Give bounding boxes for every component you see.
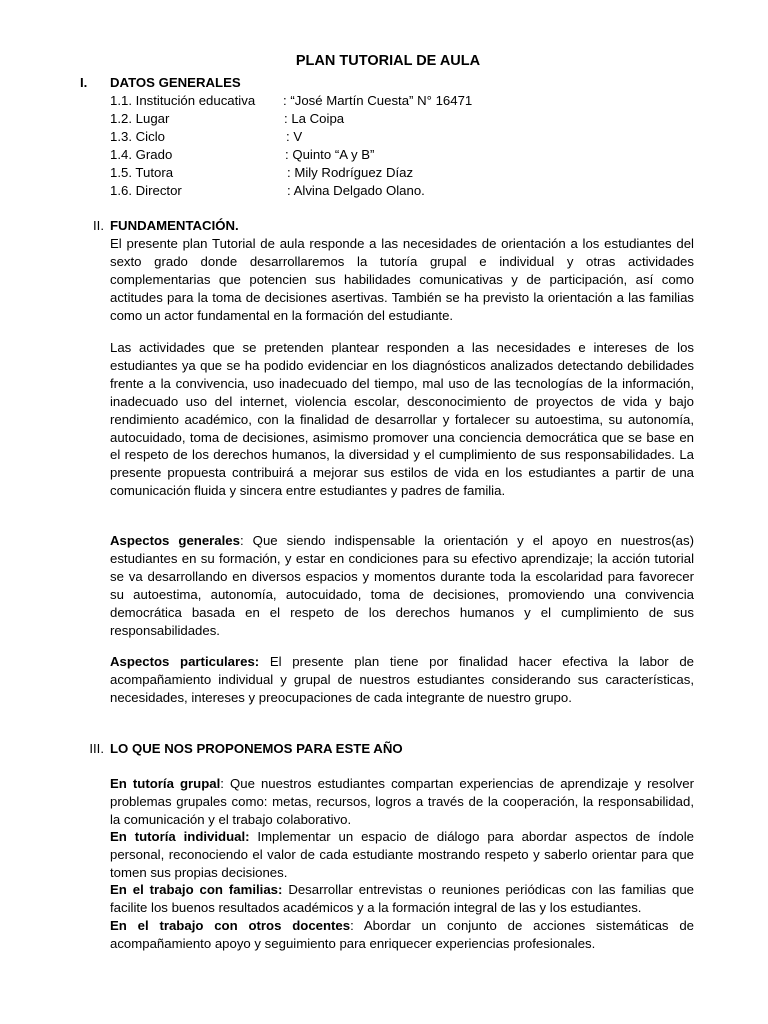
section-number: II. [93,218,104,233]
paragraph: El presente plan Tutorial de aula responde a las necesidades de orientación a los estudiantes del sexto grado donde desarrollaremos la tutoría grupal e individual y otras actividades complementarias que potencien sus habilidades comunicativas y de participación, así como actitudes para la toma de decisiones asertivas. También se ha previsto la orientación a las familias como un actor fundamental en la formación del estudiante. [110,236,694,323]
data-label: 1.4. Grado [110,147,173,162]
data-value: : Alvina Delgado Olano. [287,183,425,198]
section-heading: FUNDAMENTACIÓN. [110,218,239,233]
data-label: 1.5. Tutora [110,165,174,180]
paragraph-text: : Que siendo indispensable la orientación y el apoyo en nuestros(as) estudiantes en su formación, y estar en condiciones para su efectivo aprendizaje; la acción tutorial se va desarrollando en diversos espacios y momentos durante toda la escolaridad para favorecer su autoestima, autonomía, autocuidado, toma de decisiones, promoviendo una convivencia democrática basada en el respeto de los derechos humanos y el cumplimiento de sus responsabilidades. [110,533,694,638]
data-value: : Quinto “A y B” [285,147,375,162]
item-text: : Que nuestros estudiantes compartan experiencias de aprendizaje y resolver problemas grupales como: metas, recursos, logros a través de la cooperación, la responsabilidad, la comunicación y el trabajo colaborativo. [110,776,694,827]
list-item [110,917,694,953]
item-text: Implementar un espacio de diálogo para abordar aspectos de índole personal, reconociendo el valor de cada estudiante mostrando respeto y saberlo orientar para que tomen sus propias decisiones. [110,829,694,880]
paragraph-text: El presente plan tiene por finalidad hacer efectiva la labor de acompañamiento individual y grupal de nuestros estudiantes considerando sus características, necesidades, intereses y preocupaciones de cada integrante de nuestro grupo. [110,654,695,705]
paragraph: Las actividades que se pretenden plantear responden a las necesidades e intereses de los estudiantes ya que se ha podido evidenciar en los diagnósticos analizados detectando debilidades frente a la convivencia, uso inadecuado del tiempo, mal uso de las tecnologías de la información, inadecuado uso del internet, violencia escolar, desconocimiento de proyectos de vida y bajo rendimiento académico, con la finalidad de desarrollar y fortalecer su autoestima, su autonomía, autocuidado, toma de decisiones, asimismo promover una conciencia democrática que se base en el respeto de los derechos humanos, la diversidad y el cumplimiento de sus responsabilidades. La presente propuesta contribuirá a mejorar sus estilos de vida en los estudiantes a partir de una comunicación fluida y sincera entre estudiantes y padres de familia. [110,340,694,499]
section-heading: DATOS GENERALES [110,75,241,90]
paragraph [110,532,694,639]
section-number: I. [80,75,88,90]
data-value: : Mily Rodríguez Díaz [287,165,414,180]
paragraph-label: Aspectos particulares: [110,654,260,669]
item-label: En tutoría grupal [110,776,221,791]
data-label: 1.6. Director [110,183,182,198]
list-item [110,828,694,882]
data-label: 1.2. Lugar [110,111,170,126]
data-value: : V [286,129,303,144]
list-item [110,775,694,829]
paragraph [110,653,694,707]
data-value: : La Coipa [284,111,345,126]
data-value: : “José Martín Cuesta” N° 16471 [283,93,473,108]
item-label: En el trabajo con familias: [110,882,283,897]
list-item [110,881,694,917]
section-heading: LO QUE NOS PROPONEMOS PARA ESTE AÑO [110,741,403,756]
item-label: En el trabajo con otros docentes [110,918,351,933]
paragraph-label: Aspectos generales [110,533,240,548]
section-number: III. [89,741,104,756]
data-label: 1.3. Ciclo [110,129,165,144]
item-label: En tutoría individual: [110,829,250,844]
data-label: 1.1. Institución educativa [110,93,256,108]
page-title: PLAN TUTORIAL DE AULA [295,53,481,69]
item-text: Desarrollar entrevistas o reuniones periódicas con las familias que facilite los buenos resultados académicos y a la formación integral de las y los estudiantes. [110,882,695,915]
item-text: : Abordar un conjunto de acciones sistemáticas de acompañamiento apoyo y seguimiento para enriquecer experiencias profesionales. [110,918,694,951]
